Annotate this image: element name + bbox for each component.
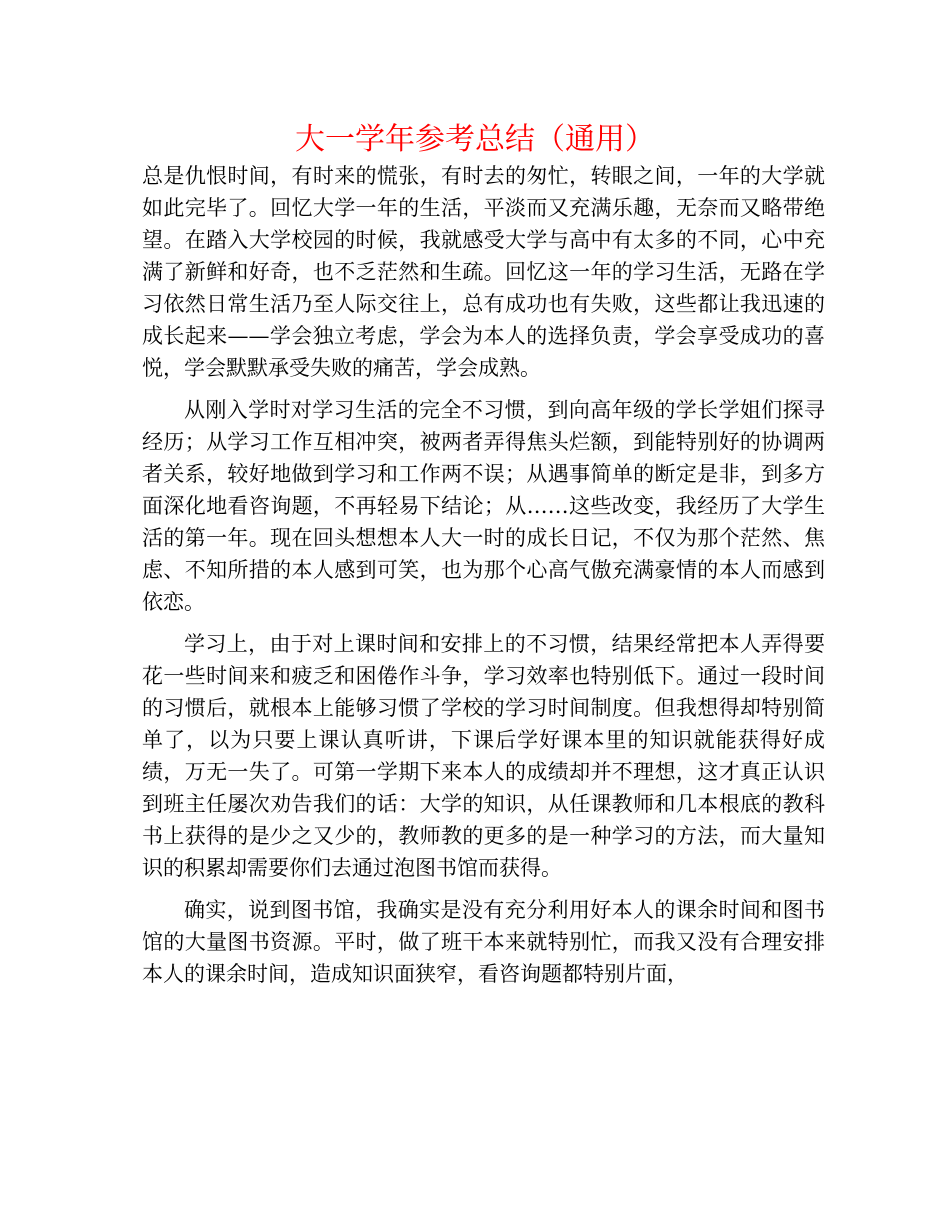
paragraph: 确实，说到图书馆，我确实是没有充分利用好本人的课余时间和图书馆的大量图书资源。平时，做了班干本来就特别忙，而我又没有合理安排本人的课余时间，造成知识面狭窄，看咨询题都特别片面， (142, 898, 825, 986)
paragraph: 学习上，由于对上课时间和安排上的不习惯，结果经常把本人弄得要花一些时间来和疲乏和困倦作斗争，学习效率也特别低下。通过一段时间的习惯后，就根本上能够习惯了学校的学习时间制度。但我想得却特别简单了，以为只要上课认真听讲，下课后学好课本里的知识就能获得好成绩，万无一失了。可第一学期下来本人的成绩却并不理想，这才真正认识到班主任屡次劝告我们的话：大学的知识，从任课教师和几本根底的教科书上获得的是少之又少的，教师教的更多的是一种学习的方法，而大量知识的积累却需要你们去通过泡图书馆而获得。 (142, 632, 825, 880)
document-title: 大一学年参考总结（通用） (295, 122, 655, 157)
document-body (142, 160, 825, 1000)
paragraph: 总是仇恨时间，有时来的慌张，有时去的匆忙，转眼之间，一年的大学就如此完毕了。回忆大学一年的生活，平淡而又充满乐趣，无奈而又略带绝望。在踏入大学校园的时候，我就感受大学与高中有太多的不同，心中充满了新鲜和好奇，也不乏茫然和生疏。回忆这一年的学习生活，无路在学习依然日常生活乃至人际交往上，总有成功也有失败，这些都让我迅速的成长起来——学会独立考虑，学会为本人的选择负责，学会享受成功的喜悦，学会默默承受失败的痛苦，学会成熟。 (142, 164, 825, 380)
paragraph: 从刚入学时对学习生活的完全不习惯，到向高年级的学长学姐们探寻经历；从学习工作互相冲突，被两者弄得焦头烂额，到能特别好的协调两者关系，较好地做到学习和工作两不误；从遇事简单的断定是非，到多方面深化地看咨询题，不再轻易下结论；从……这些改变，我经历了大学生活的第一年。现在回头想想本人大一时的成长日记，不仅为那个茫然、焦虑、不知所措的本人感到可笑，也为那个心高气傲充满豪情的本人而感到依恋。 (142, 398, 825, 614)
